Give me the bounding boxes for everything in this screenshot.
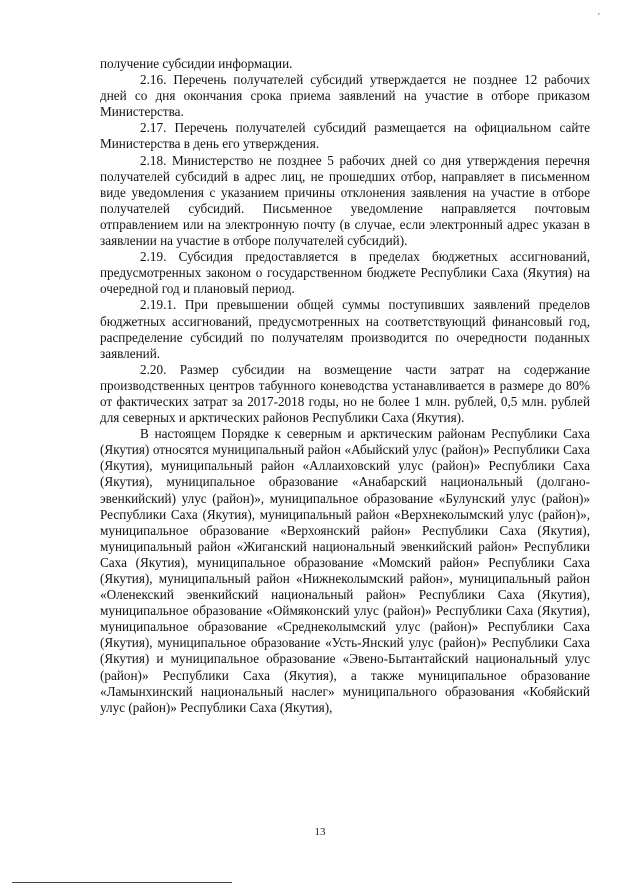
footer-divider <box>12 882 232 883</box>
paragraph-2-16: 2.16. Перечень получателей субсидий утверждается не позднее 12 рабочих дней со дня окончания срока приема заявлений на участие в отборе приказом Министерства. <box>100 72 590 120</box>
document-body <box>100 56 590 716</box>
paragraph-continuation: получение субсидии информации. <box>100 56 293 71</box>
corner-mark: ' <box>598 12 600 23</box>
paragraph-northern-districts: В настоящем Порядке к северным и арктическим районам Республики Саха (Якутия) относятся муниципальный район «Абыйский улус (район)» Республики Саха (Якутия), муниципальный район «Аллаиховский улус (район)» Республики Саха (Якутия), муниципальное образование «Анабарский национальный (долгано-эвенкийский) улус (район)», муниципальное образование «Булунский улус (район)» Республики Саха (Якутия), муниципальный район «Верхнеколымский улус (район)», муниципальное образование «Верхоянский район» Республики Саха (Якутия), муниципальный район «Жиганский национальный эвенкийский район» Республики Саха (Якутия), муниципальное образование «Момский район» Республики Саха (Якутия), муниципальный район «Нижнеколымский район», муниципальный район «Оленекский эвенкийский национальный район» Республики Саха (Якутия), муниципальное образование «Оймяконский улус (район)» Республики Саха (Якутия), муниципальное образование «Среднеколымский улус (район)» Республики Саха (Якутия), муниципальное образование «Усть-Янский улус (район)» Республики Саха (Якутия) и муниципальное образование «Эвено-Бытантайский национальный улус (район)» Республики Саха (Якутия), а также муниципальное образование «Ламынхинский национальный наслег» муниципального образования «Кобяйский улус (район)» Республики Саха (Якутия), <box>100 426 590 715</box>
paragraph-2-17: 2.17. Перечень получателей субсидий размещается на официальном сайте Министерства в день его утверждения. <box>100 120 590 152</box>
paragraph-2-19: 2.19. Субсидия предоставляется в пределах бюджетных ассигнований, предусмотренных законом о государственном бюджете Республики Саха (Якутия) на очередной год и плановый период. <box>100 249 590 297</box>
paragraph-2-19-1: 2.19.1. При превышении общей суммы поступивших заявлений пределов бюджетных ассигнований, предусмотренных на соответствующий финансовый год, распределение субсидий по получателям производится по очередности поданных заявлений. <box>100 297 590 361</box>
paragraph-2-18: 2.18. Министерство не позднее 5 рабочих дней со дня утверждения перечня получателей субсидий в адрес лиц, не прошедших отбор, направляет в письменном виде уведомления с указанием причины отклонения заявления на участие в отборе получателей субсидий. Письменное уведомление направляется почтовым отправлением или на электронную почту (в случае, если электронный адрес указан в заявлении на участие в отборе получателей субсидий). <box>100 152 590 249</box>
paragraph-2-20: 2.20. Размер субсидии на возмещение части затрат на содержание производственных центров табунного коневодства устанавливается в размере до 80% от фактических затрат за 2017-2018 годы, но не более 1 млн. рублей, 0,5 млн. рублей для северных и арктических районов Республики Саха (Якутия). <box>100 361 590 426</box>
page-number: 13 <box>314 826 326 838</box>
